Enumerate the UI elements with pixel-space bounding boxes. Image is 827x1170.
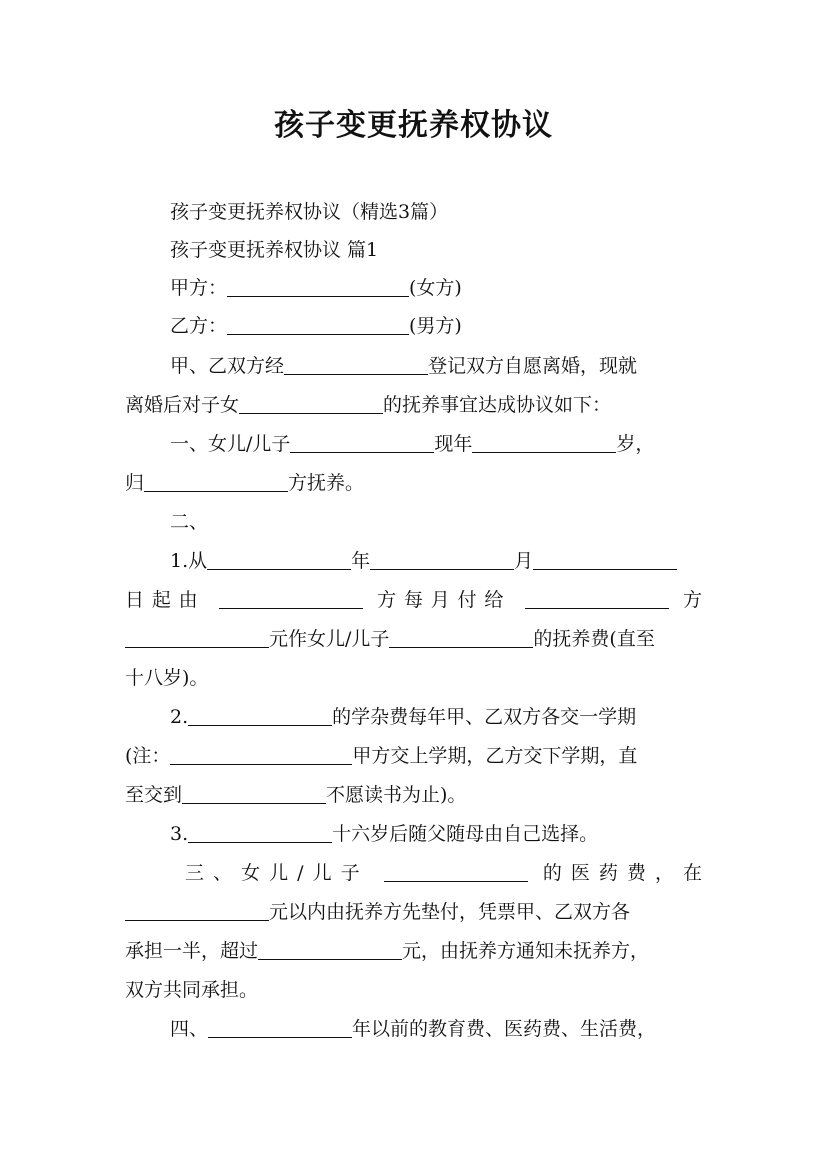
paragraph-line xyxy=(125,464,702,502)
text: 甲方交上学期，乙方交下学期，直 xyxy=(352,745,638,767)
paragraph-line xyxy=(125,893,702,931)
paragraph-line xyxy=(125,932,702,970)
text: 方 xyxy=(682,589,702,611)
party-a-line xyxy=(125,269,747,307)
text: 元，由抚养方通知未抚养方， xyxy=(402,940,650,962)
text: 甲、乙双方经 xyxy=(170,355,285,377)
text: 甲方： xyxy=(170,277,228,299)
clause-4-line xyxy=(125,1010,747,1048)
text: 现年 xyxy=(434,433,473,455)
text: 归 xyxy=(125,472,145,494)
subtitle-line xyxy=(125,193,747,231)
clause-2-heading xyxy=(125,503,747,541)
blank-field xyxy=(389,627,533,648)
paragraph-line xyxy=(125,620,702,658)
text: (男方) xyxy=(409,315,462,337)
text: (女方) xyxy=(409,277,462,299)
paragraph-line xyxy=(125,581,702,619)
blank-field xyxy=(207,549,351,570)
blank-field xyxy=(525,588,669,609)
party-b-line xyxy=(125,307,747,345)
text: 2. xyxy=(170,706,189,728)
blank-field xyxy=(144,471,288,492)
paragraph-line xyxy=(125,971,702,1009)
blank-field xyxy=(125,627,269,648)
blank-field xyxy=(188,705,332,726)
document-title: 孩子变更抚养权协议 xyxy=(274,108,553,143)
paragraph-line xyxy=(125,347,747,385)
text: 方抚养。 xyxy=(288,472,365,494)
paragraph-line xyxy=(125,776,702,814)
text: 岁， xyxy=(616,433,655,455)
text: 十六岁后随父随母由自己选择。 xyxy=(332,823,599,845)
paragraph-line xyxy=(125,386,702,424)
text: 1.从 xyxy=(170,550,208,572)
blank-field xyxy=(258,939,402,960)
text: 的学杂费每年甲、乙双方各交一学期 xyxy=(332,706,637,728)
blank-field xyxy=(239,393,383,414)
clause-2-2-line xyxy=(125,698,747,736)
clause-2-3-line xyxy=(125,815,747,853)
clause-2-1-line xyxy=(125,542,747,580)
blank-field xyxy=(370,549,514,570)
text: 日起由 xyxy=(125,589,206,611)
text: 年以前的教育费、医药费、生活费， xyxy=(352,1018,657,1040)
blank-field xyxy=(125,900,269,921)
text: 元以内由抚养方先垫付，凭票甲、乙双方各 xyxy=(269,901,631,923)
blank-field xyxy=(227,276,409,297)
text: 双方共同承担。 xyxy=(125,979,259,1001)
text: 年 xyxy=(351,550,371,572)
blank-field xyxy=(188,822,332,843)
text: 的医药费，在 xyxy=(542,862,702,884)
blank-field xyxy=(472,432,616,453)
clause-1-line xyxy=(125,425,747,463)
text: 的抚养费(直至 xyxy=(533,628,655,650)
text: 三、女儿/儿子 xyxy=(185,862,369,884)
section-heading xyxy=(125,231,747,269)
text: 孩子变更抚养权协议 篇1 xyxy=(170,239,379,261)
blank-field xyxy=(219,588,363,609)
text: 十八岁)。 xyxy=(125,667,209,689)
text: 离婚后对子女 xyxy=(125,394,240,416)
blank-field xyxy=(227,314,409,335)
text: 二、 xyxy=(170,511,209,533)
text: 不愿读书为止)。 xyxy=(326,784,467,806)
blank-field xyxy=(170,744,352,765)
blank-field xyxy=(182,783,326,804)
text: 一、女儿/儿子 xyxy=(170,433,291,455)
text: 孩子变更抚养权协议（精选3篇） xyxy=(170,201,449,223)
blank-field xyxy=(290,432,434,453)
text: (注： xyxy=(125,745,171,767)
text: 元作女儿/儿子 xyxy=(269,628,390,650)
text: 乙方： xyxy=(170,315,228,337)
text: 承担一半，超过 xyxy=(125,940,259,962)
blank-field xyxy=(208,1017,352,1038)
blank-field xyxy=(533,549,677,570)
clause-3-line xyxy=(125,854,702,892)
text: 3. xyxy=(170,823,189,845)
text: 至交到 xyxy=(125,784,183,806)
blank-field xyxy=(284,354,428,375)
text: 的抚养事宜达成协议如下： xyxy=(383,394,612,416)
text: 月 xyxy=(514,550,534,572)
text: 四、 xyxy=(170,1018,209,1040)
text: 登记双方自愿离婚，现就 xyxy=(428,355,638,377)
paragraph-line xyxy=(125,737,702,775)
paragraph-line xyxy=(125,659,702,697)
blank-field xyxy=(384,861,528,882)
text: 方每月付给 xyxy=(377,589,512,611)
